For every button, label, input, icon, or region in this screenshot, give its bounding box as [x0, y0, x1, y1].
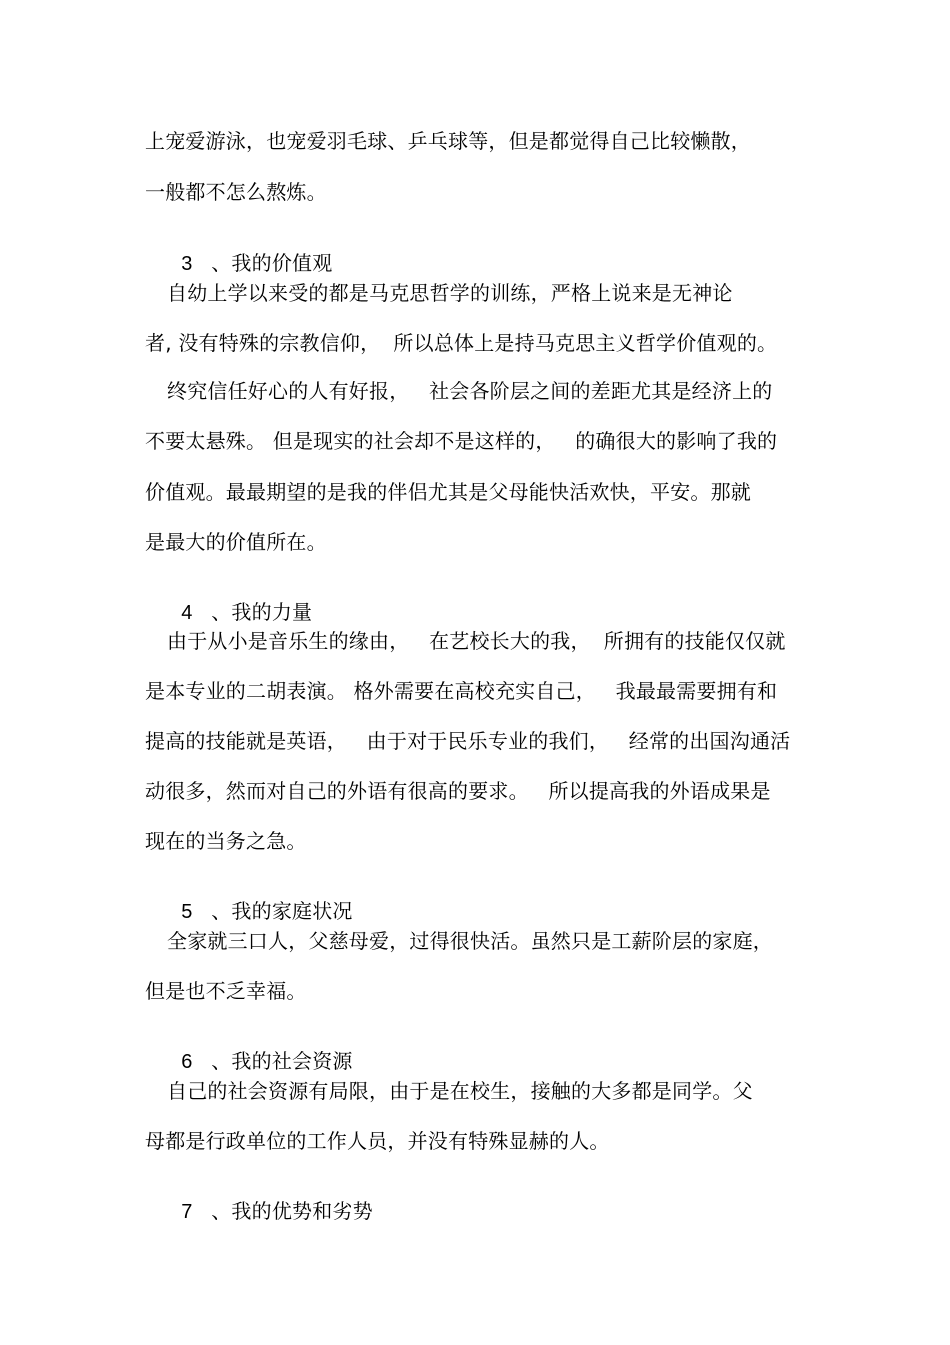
heading-number: 7	[181, 1201, 193, 1223]
text-line: 终究信任好心的人有好报， 社会各阶层之间的差距尤其是经济上的	[167, 379, 773, 403]
heading-number: 5	[181, 901, 193, 923]
text-line: 是最大的价值所在。	[145, 530, 327, 554]
text-line: 自己的社会资源有局限，由于是在校生，接触的大多都是同学。父	[167, 1079, 753, 1103]
text-line: 一般都不怎么熬炼。	[145, 180, 327, 204]
text-line: 者, 没有特殊的宗教信仰， 所以总体上是持马克思主义哲学价值观的。	[145, 331, 778, 355]
text-line: 提高的技能就是英语， 由于对于民乐专业的我们， 经常的出国沟通活	[145, 729, 791, 753]
heading-number: 4	[181, 602, 193, 624]
text-line: 不要太悬殊。 但是现实的社会却不是这样的， 的确很大的影响了我的	[145, 429, 778, 453]
text-line: 由于从小是音乐生的缘由， 在艺校长大的我， 所拥有的技能仅仅就	[167, 629, 786, 653]
heading-title: 、我的家庭状况	[211, 899, 353, 923]
heading-title: 、我的力量	[211, 600, 313, 624]
text-line: 现在的当务之急。	[145, 829, 307, 853]
text-line: 上宠爱游泳，也宠爱羽毛球、乒乓球等，但是都觉得自己比较懒散，	[145, 129, 751, 153]
text-line: 自幼上学以来受的都是马克思哲学的训练，严格上说来是无神论	[167, 281, 733, 305]
text-line: 母都是行政单位的工作人员，并没有特殊显赫的人。	[145, 1129, 610, 1153]
text-line: 是本专业的二胡表演。 格外需要在高校充实自己， 我最最需要拥有和	[145, 679, 778, 703]
heading-title: 、我的优势和劣势	[211, 1199, 373, 1223]
text-line: 但是也不乏幸福。	[145, 979, 307, 1003]
heading-title: 、我的价值观	[211, 251, 333, 275]
heading-title: 、我的社会资源	[211, 1049, 353, 1073]
section-heading	[155, 1181, 373, 1242]
text-line: 动很多，然而对自己的外语有很高的要求。 所以提高我的外语成果是	[145, 779, 771, 803]
text-line: 价值观。最最期望的是我的伴侣尤其是父母能快活欢快，平安。那就	[145, 480, 751, 504]
heading-number: 3	[181, 253, 193, 275]
heading-number: 6	[181, 1051, 193, 1073]
text-line: 全家就三口人，父慈母爱，过得很快活。虽然只是工薪阶层的家庭，	[167, 929, 773, 953]
